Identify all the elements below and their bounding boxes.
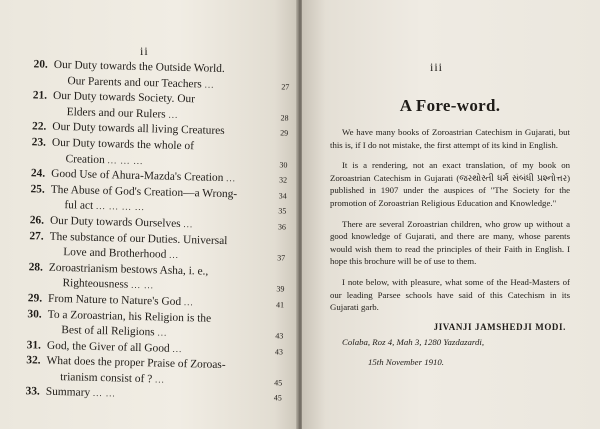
toc-entry-title xyxy=(49,261,209,277)
place-line: Colaba, Roz 4, Mah 3, 1280 Yazdazardi, xyxy=(342,336,485,347)
toc-entry-title xyxy=(63,246,179,261)
toc-leader-dots: ... xyxy=(183,296,194,308)
toc-leader-dots: ... xyxy=(172,343,183,354)
left-page xyxy=(0,0,298,429)
toc-entry-title-text: Creation xyxy=(65,152,105,166)
toc-entry-title-text: Elders and our Rulers xyxy=(66,105,166,121)
toc-entry-title-text: Our Duty towards the whole of xyxy=(51,136,195,153)
toc-entry-number: 33. xyxy=(25,385,40,399)
toc-page-number: 37 xyxy=(277,253,286,263)
toc-entry-title-text: Our Parents and our Teachers xyxy=(67,74,202,91)
toc-entry-number: 32. xyxy=(26,354,41,367)
toc-entry-title xyxy=(61,324,167,339)
toc-entry-title-text: What does the proper Praise of Zoroas- xyxy=(46,355,226,372)
toc-entry-title-text: Our Duty towards the Outside World. xyxy=(53,58,225,76)
toc-entry-title-text: ful act xyxy=(64,199,94,213)
toc-entry-title-text: Our Duty towards Ourselves xyxy=(49,214,181,230)
toc-entry-title xyxy=(48,293,194,309)
toc-entry-title-text: Good Use of Ahura-Mazda's Creation xyxy=(51,167,224,185)
toc-entry-title xyxy=(50,215,194,230)
toc-entry-number: 21. xyxy=(32,89,48,102)
toc-page-number: 30 xyxy=(279,159,288,170)
toc-entry-title xyxy=(47,339,183,354)
toc-leader-dots: ... ... ... xyxy=(107,154,144,166)
toc-entry-title-text: From Nature to Nature's God xyxy=(47,292,182,308)
toc-entry-title xyxy=(52,137,194,152)
toc-entry-number: 30. xyxy=(27,307,42,321)
toc-entry-title-text: Best of all Religions xyxy=(61,324,155,339)
toc-entry-number: 23. xyxy=(31,136,47,149)
toc-page-number: 27 xyxy=(281,81,290,92)
toc-entry-number: 22. xyxy=(31,120,47,134)
toc-page-number: 43 xyxy=(275,331,284,341)
toc-entry-number: 28. xyxy=(28,260,44,274)
toc-entry-title-text: God, the Giver of all Good xyxy=(46,339,170,355)
toc-entry-number: 24. xyxy=(30,167,46,180)
toc-entry-number: 20. xyxy=(33,58,48,71)
toc-leader-dots: ... xyxy=(183,218,194,230)
toc-page-number: 35 xyxy=(278,206,287,216)
toc-entry-title-text: The Abuse of God's Creation—a Wrong- xyxy=(50,183,238,201)
toc-entry-title xyxy=(60,371,165,386)
toc-entry-title xyxy=(65,153,143,167)
toc-entry-title-text: Our Duty towards Society. Our xyxy=(52,90,196,106)
toc-entry-number: 25. xyxy=(30,183,45,196)
toc-page-number: 45 xyxy=(274,378,283,388)
page-number-right: iii xyxy=(430,60,444,74)
toc-entry-title-text: To a Zoroastrian, his Religion is the xyxy=(47,308,212,325)
toc-entry-number: 27. xyxy=(29,229,44,243)
toc-leader-dots: ... ... xyxy=(131,280,155,291)
toc-entry-number: 31. xyxy=(26,338,42,352)
foreword-paragraph: I note below, with pleasure, what some of the Head-Masters of our leading Parsee schools have said of this Catechism in its Gujarati garb. xyxy=(330,276,570,313)
foreword-section xyxy=(330,96,570,377)
toc-entry-number: 29. xyxy=(27,292,43,305)
toc-entry-title-text: Righteousness xyxy=(62,277,129,292)
table-of-contents xyxy=(12,58,290,408)
date-line: 15th November 1910. xyxy=(368,357,444,368)
toc-leader-dots: ... xyxy=(154,374,165,385)
toc-entry-title xyxy=(46,386,116,400)
toc-leader-dots: ... xyxy=(157,327,168,338)
toc-leader-dots: ... xyxy=(168,109,179,120)
toc-entry-title-text: Summary xyxy=(45,386,91,400)
toc-page-number: 34 xyxy=(278,191,287,201)
author-signature: JIVANJI JAMSHEDJI MODI. xyxy=(433,321,566,332)
toc-entry-title xyxy=(67,75,214,91)
toc-page-number: 32 xyxy=(278,175,288,185)
toc-leader-dots: ... ... xyxy=(92,388,116,399)
toc-entry-title xyxy=(67,106,179,121)
toc-entry-title-text: Love and Brotherhood xyxy=(63,246,167,261)
toc-page-number: 39 xyxy=(276,284,285,294)
toc-page-number: 36 xyxy=(277,222,287,232)
toc-page-number: 43 xyxy=(274,347,284,357)
foreword-paragraph: We have many books of Zoroastrian Catechism in Gujarati, but this is, if I do not mistake, the first attempt of its kind in English. xyxy=(330,127,570,150)
foreword-paragraph: There are several Zoroastrian children, who grow up without a good knowledge of Gujarati, and there are many, whose parents would wish them to read the principles of their Faith in English. I hope this brochure will be of use to them. xyxy=(330,218,570,267)
toc-entry-title xyxy=(64,199,145,213)
toc-entry-title xyxy=(53,90,195,105)
toc-entry-title-text: trianism consist of ? xyxy=(60,370,153,386)
foreword-paragraph: It is a rendering, not an exact translation, of my book on Zoroastrian Catechism in Gujarati (જરથોસ્તી ધર્મ સંબંધી પ્રશ્નોત્તર) published in 1907 under the auspices of "The Society for the promotion of Zoroastrian Religious Education and Knowledge." xyxy=(330,160,570,208)
toc-leader-dots: ... xyxy=(204,79,215,90)
toc-entry-title-text: The substance of our Duties. Universal xyxy=(49,230,228,247)
foreword-title: A Fore-word. xyxy=(399,96,501,115)
toc-leader-dots: ... xyxy=(169,249,180,261)
toc-page-number: 29 xyxy=(280,128,289,138)
toc-leader-dots: ... ... ... ... xyxy=(95,201,145,213)
page-number-left: ii xyxy=(140,44,149,58)
toc-page-number: 28 xyxy=(280,113,289,123)
toc-entry-number: 26. xyxy=(29,214,45,227)
toc-leader-dots: ... xyxy=(226,173,237,184)
toc-entry-title-text: Our Duty towards all living Creatures xyxy=(52,121,225,138)
toc-entry-title xyxy=(62,277,154,291)
toc-page-number: 41 xyxy=(275,300,285,310)
toc-entry-title-text: Zoroastrianism bestows Asha, i. e., xyxy=(48,261,209,278)
toc-entry-title xyxy=(54,59,225,75)
toc-page-number: 45 xyxy=(273,393,282,403)
